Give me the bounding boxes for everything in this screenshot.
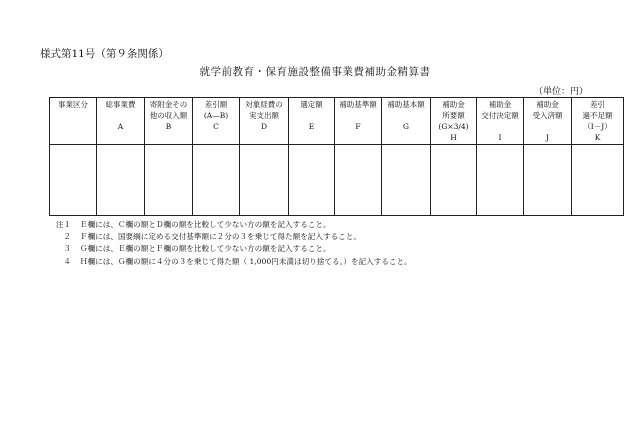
note-item xyxy=(49,243,412,255)
col-label: 補助金 交付決定額 xyxy=(481,100,519,120)
col-header-jigyo-kubun xyxy=(50,98,97,145)
note-text: Ｅ欄には、Ｃ欄の額とＤ欄の額を比較して少ない方の額を記入すること。 xyxy=(80,220,331,229)
settlement-table xyxy=(49,97,624,216)
col-header-subsidy-base xyxy=(382,98,431,145)
col-code: G xyxy=(403,122,409,131)
note-item xyxy=(49,231,412,243)
col-label: 補助基準額 xyxy=(339,100,377,109)
cell-donation-income[interactable] xyxy=(145,145,193,216)
col-code: E xyxy=(308,122,315,131)
cell-subsidy-base[interactable] xyxy=(382,145,431,216)
col-label: 寄附金その 他の収入額 xyxy=(149,100,188,120)
col-code: H xyxy=(450,133,457,142)
col-code: C xyxy=(213,122,219,131)
note-number: ４ xyxy=(63,256,71,266)
note-text: Ｈ欄には、Ｇ欄の額に４分の３を乗じて得た額（ 1,000円未満は切り捨てる。）を記入すること。 xyxy=(80,256,412,266)
col-header-total-cost xyxy=(97,98,145,145)
cell-received[interactable] xyxy=(524,145,572,216)
note-item xyxy=(49,256,412,268)
col-label: 補助金 受入済額 xyxy=(532,100,563,120)
cell-total-cost[interactable] xyxy=(97,145,145,216)
col-header-subsidy-required xyxy=(431,98,477,145)
document-title: 就学前教育・保育施設整備事業費補助金精算書 xyxy=(199,66,431,78)
col-header-difference xyxy=(193,98,240,145)
col-header-balance xyxy=(572,98,624,145)
note-text: Ｇ欄には、Ｅ欄の額とＦ欄の額を比較して少ない方の額を記入すること。 xyxy=(80,244,331,254)
col-code: I xyxy=(498,133,502,142)
col-code: D xyxy=(260,122,267,131)
col-header-selected-amount xyxy=(289,98,335,145)
col-header-received xyxy=(524,98,572,145)
cell-subsidy-standard[interactable] xyxy=(335,145,382,216)
col-code: F xyxy=(355,122,361,131)
notes xyxy=(49,219,412,268)
cell-jigyo-kubun[interactable] xyxy=(50,145,97,216)
col-header-actual-expense xyxy=(240,98,289,145)
col-label: 事業区分 xyxy=(58,100,88,109)
col-header-donation-income xyxy=(145,98,193,145)
note-number: 注１ xyxy=(55,220,71,229)
col-label: 対象経費の 実支出額 xyxy=(245,100,283,120)
cell-grant-decision[interactable] xyxy=(477,145,524,216)
note-text: Ｆ欄には、国要綱に定める交付基準額に２分の３を乗じて得た額を記入すること。 xyxy=(80,232,361,242)
form-number: 様式第11号（第９条関係） xyxy=(40,48,169,60)
note-item xyxy=(49,219,412,231)
cell-actual-expense[interactable] xyxy=(240,145,289,216)
col-label: 差引額 (A—B) xyxy=(203,100,229,120)
cell-balance[interactable] xyxy=(572,145,624,216)
col-header-subsidy-standard xyxy=(335,98,382,145)
cell-difference[interactable] xyxy=(193,145,240,216)
col-label: 総事業費 xyxy=(105,100,136,109)
unit-note: （単位：円） xyxy=(533,87,588,97)
entry-row xyxy=(50,145,624,216)
col-code: K xyxy=(594,133,601,142)
col-code: B xyxy=(165,122,172,131)
col-code: J xyxy=(545,133,549,142)
col-label: 補助基本額 xyxy=(387,100,425,109)
note-number: ２ xyxy=(63,232,71,242)
cell-subsidy-required[interactable] xyxy=(431,145,477,216)
col-label: 選定額 xyxy=(300,100,323,109)
note-number: ３ xyxy=(63,244,71,254)
col-label: 差引 過不足額 （I－J） xyxy=(582,100,613,131)
cell-selected-amount[interactable] xyxy=(289,145,335,216)
col-header-grant-decision xyxy=(477,98,524,145)
col-label: 補助金 所要額 (G×3/4) xyxy=(438,100,469,131)
col-code: A xyxy=(117,122,124,131)
header-row xyxy=(50,98,624,145)
